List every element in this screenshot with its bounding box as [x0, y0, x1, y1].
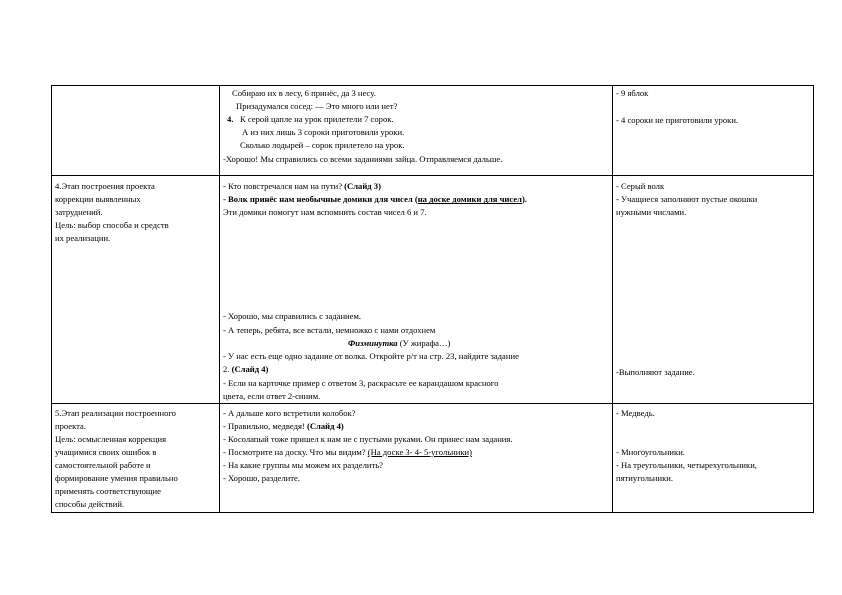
row2-wolf-text-end: ). [521, 194, 527, 204]
row3-board-question: - Посмотрите на доску. Что мы видим? [223, 447, 368, 457]
slide-3-label: (Слайд 3) [344, 181, 381, 191]
table-border-top [51, 85, 814, 86]
row3-stage-title-2: проекта. [55, 421, 86, 431]
row3-stage-goal-4: формирование умения правильно [55, 473, 178, 483]
slide-4-label-2: (Слайд 4) [306, 421, 344, 431]
row1-riddle-line-4: А из них лишь 3 сороки приготовили уроки. [242, 127, 405, 137]
row3-stage-goal-1: Цель: осмысленная коррекция [55, 434, 167, 444]
row2-task-line-1: - У нас есть еще одно задание от волка. Откройте р/т на стр. 23, найдите задание [223, 351, 519, 361]
row2-answer-fill-1: - Учащиеся заполняют пустые окошки [616, 194, 758, 204]
row2-answer-grey-wolf: - Серый волк [616, 181, 665, 191]
table-border-left [51, 85, 52, 512]
row2-board-houses: на доске домики для чисел [417, 194, 522, 204]
fizminutka-name: (У жирафа…) [397, 338, 451, 348]
row3-bear-line [223, 421, 344, 431]
row3-answer-groups-2: пятиугольники. [616, 473, 674, 483]
row2-stage-title-1: 4.Этап построения проекта [55, 181, 155, 191]
row2-answer-fill-2: нужными числами. [616, 207, 687, 217]
row2-task-number: 2. [223, 364, 232, 374]
row2-wolf-houses-line [223, 194, 527, 204]
row3-stage-goal-2: учащимися своих ошибок в [55, 447, 157, 457]
slide-4-label: (Слайд 4) [231, 364, 269, 374]
table-col-divider-1 [219, 85, 220, 512]
row2-rest-line: - А теперь, ребята, все встали, немножко с нами отдохнем [223, 325, 436, 335]
table-border-bottom [51, 512, 814, 513]
row2-card-line-1: - Если на карточке пример с ответом 3, раскрасьте ее карандашом красного [223, 378, 499, 388]
row2-houses-help-line: Эти домики помогут нам вспомнить состав чисел 6 и 7. [223, 207, 427, 217]
row1-riddle-line-3: К серой цапле на урок прилетели 7 сорок. [240, 114, 394, 124]
row3-stage-goal-6: способы действий. [55, 499, 125, 509]
table-border-row1-bottom [51, 175, 814, 176]
row2-question-text: - Кто повстречался нам на пути? [223, 181, 345, 191]
row2-stage-goal-2: их реализации. [55, 233, 111, 243]
table-border-right [813, 85, 814, 512]
row2-card-line-2: цвета, если ответ 2-синим. [223, 391, 321, 401]
row3-answer-bear: - Медведь. [616, 408, 655, 418]
row1-answer-apples: - 9 яблок [616, 88, 649, 98]
row3-answer-groups-1: - На треугольники, четырехугольники, [616, 460, 757, 470]
row3-stage-goal-5: применять соответствующие [55, 486, 161, 496]
table-col-divider-2 [612, 85, 613, 512]
row3-groups-line: - На какие группы мы можем их разделить? [223, 460, 383, 470]
row2-done-line: - Хорошо, мы справились с заданием. [223, 311, 362, 321]
row2-stage-title-2: коррекции выявленных [55, 194, 141, 204]
row3-answer-polygons: - Многоугольники. [616, 447, 685, 457]
row3-question-who-met: - А дальше кого встретили колобок? [223, 408, 356, 418]
row3-board-polygons: (На доске 3- 4- 5-угольники) [367, 447, 473, 457]
row2-task-line-2 [223, 364, 268, 374]
row1-summary-line: -Хорошо! Мы справились со всеми заданиями зайца. Отправляемся дальше. [223, 154, 503, 164]
row3-bear-text: - Правильно, медведя! [223, 421, 307, 431]
row2-answer-do-task: -Выполняют задание. [616, 367, 695, 377]
table-border-row2-bottom [51, 403, 814, 404]
row3-divide-line: - Хорошо, разделите. [223, 473, 300, 483]
row1-item4-number: 4. [227, 114, 234, 124]
row2-stage-goal-1: Цель: выбор способа и средств [55, 220, 169, 230]
row3-tasks-line: - Косолапый тоже пришел к нам не с пустыми руками. Он принес нам задания. [223, 434, 513, 444]
row3-stage-goal-3: самостоятельной работе и [55, 460, 151, 470]
row2-wolf-text: - Волк принёс нам необычные домики для чисел ( [223, 194, 418, 204]
row1-riddle-line-2: Призадумался сосед: — Это много или нет? [236, 101, 398, 111]
row2-question-who-met [223, 181, 381, 191]
row2-stage-title-3: затруднений. [55, 207, 103, 217]
row1-riddle-line-5: Сколько лодырей – сорок прилетело на урок. [240, 140, 405, 150]
row2-fizminutka-line [348, 338, 450, 348]
row1-riddle-line-1: Собираю их в лесу, 6 принёс, да 3 несу. [232, 88, 376, 98]
row1-answer-magpies: - 4 сороки не приготовили уроки. [616, 115, 739, 125]
row3-stage-title-1: 5.Этап реализации построенного [55, 408, 176, 418]
row3-board-line [223, 447, 472, 457]
fizminutka-label: Физминутка [348, 338, 398, 348]
